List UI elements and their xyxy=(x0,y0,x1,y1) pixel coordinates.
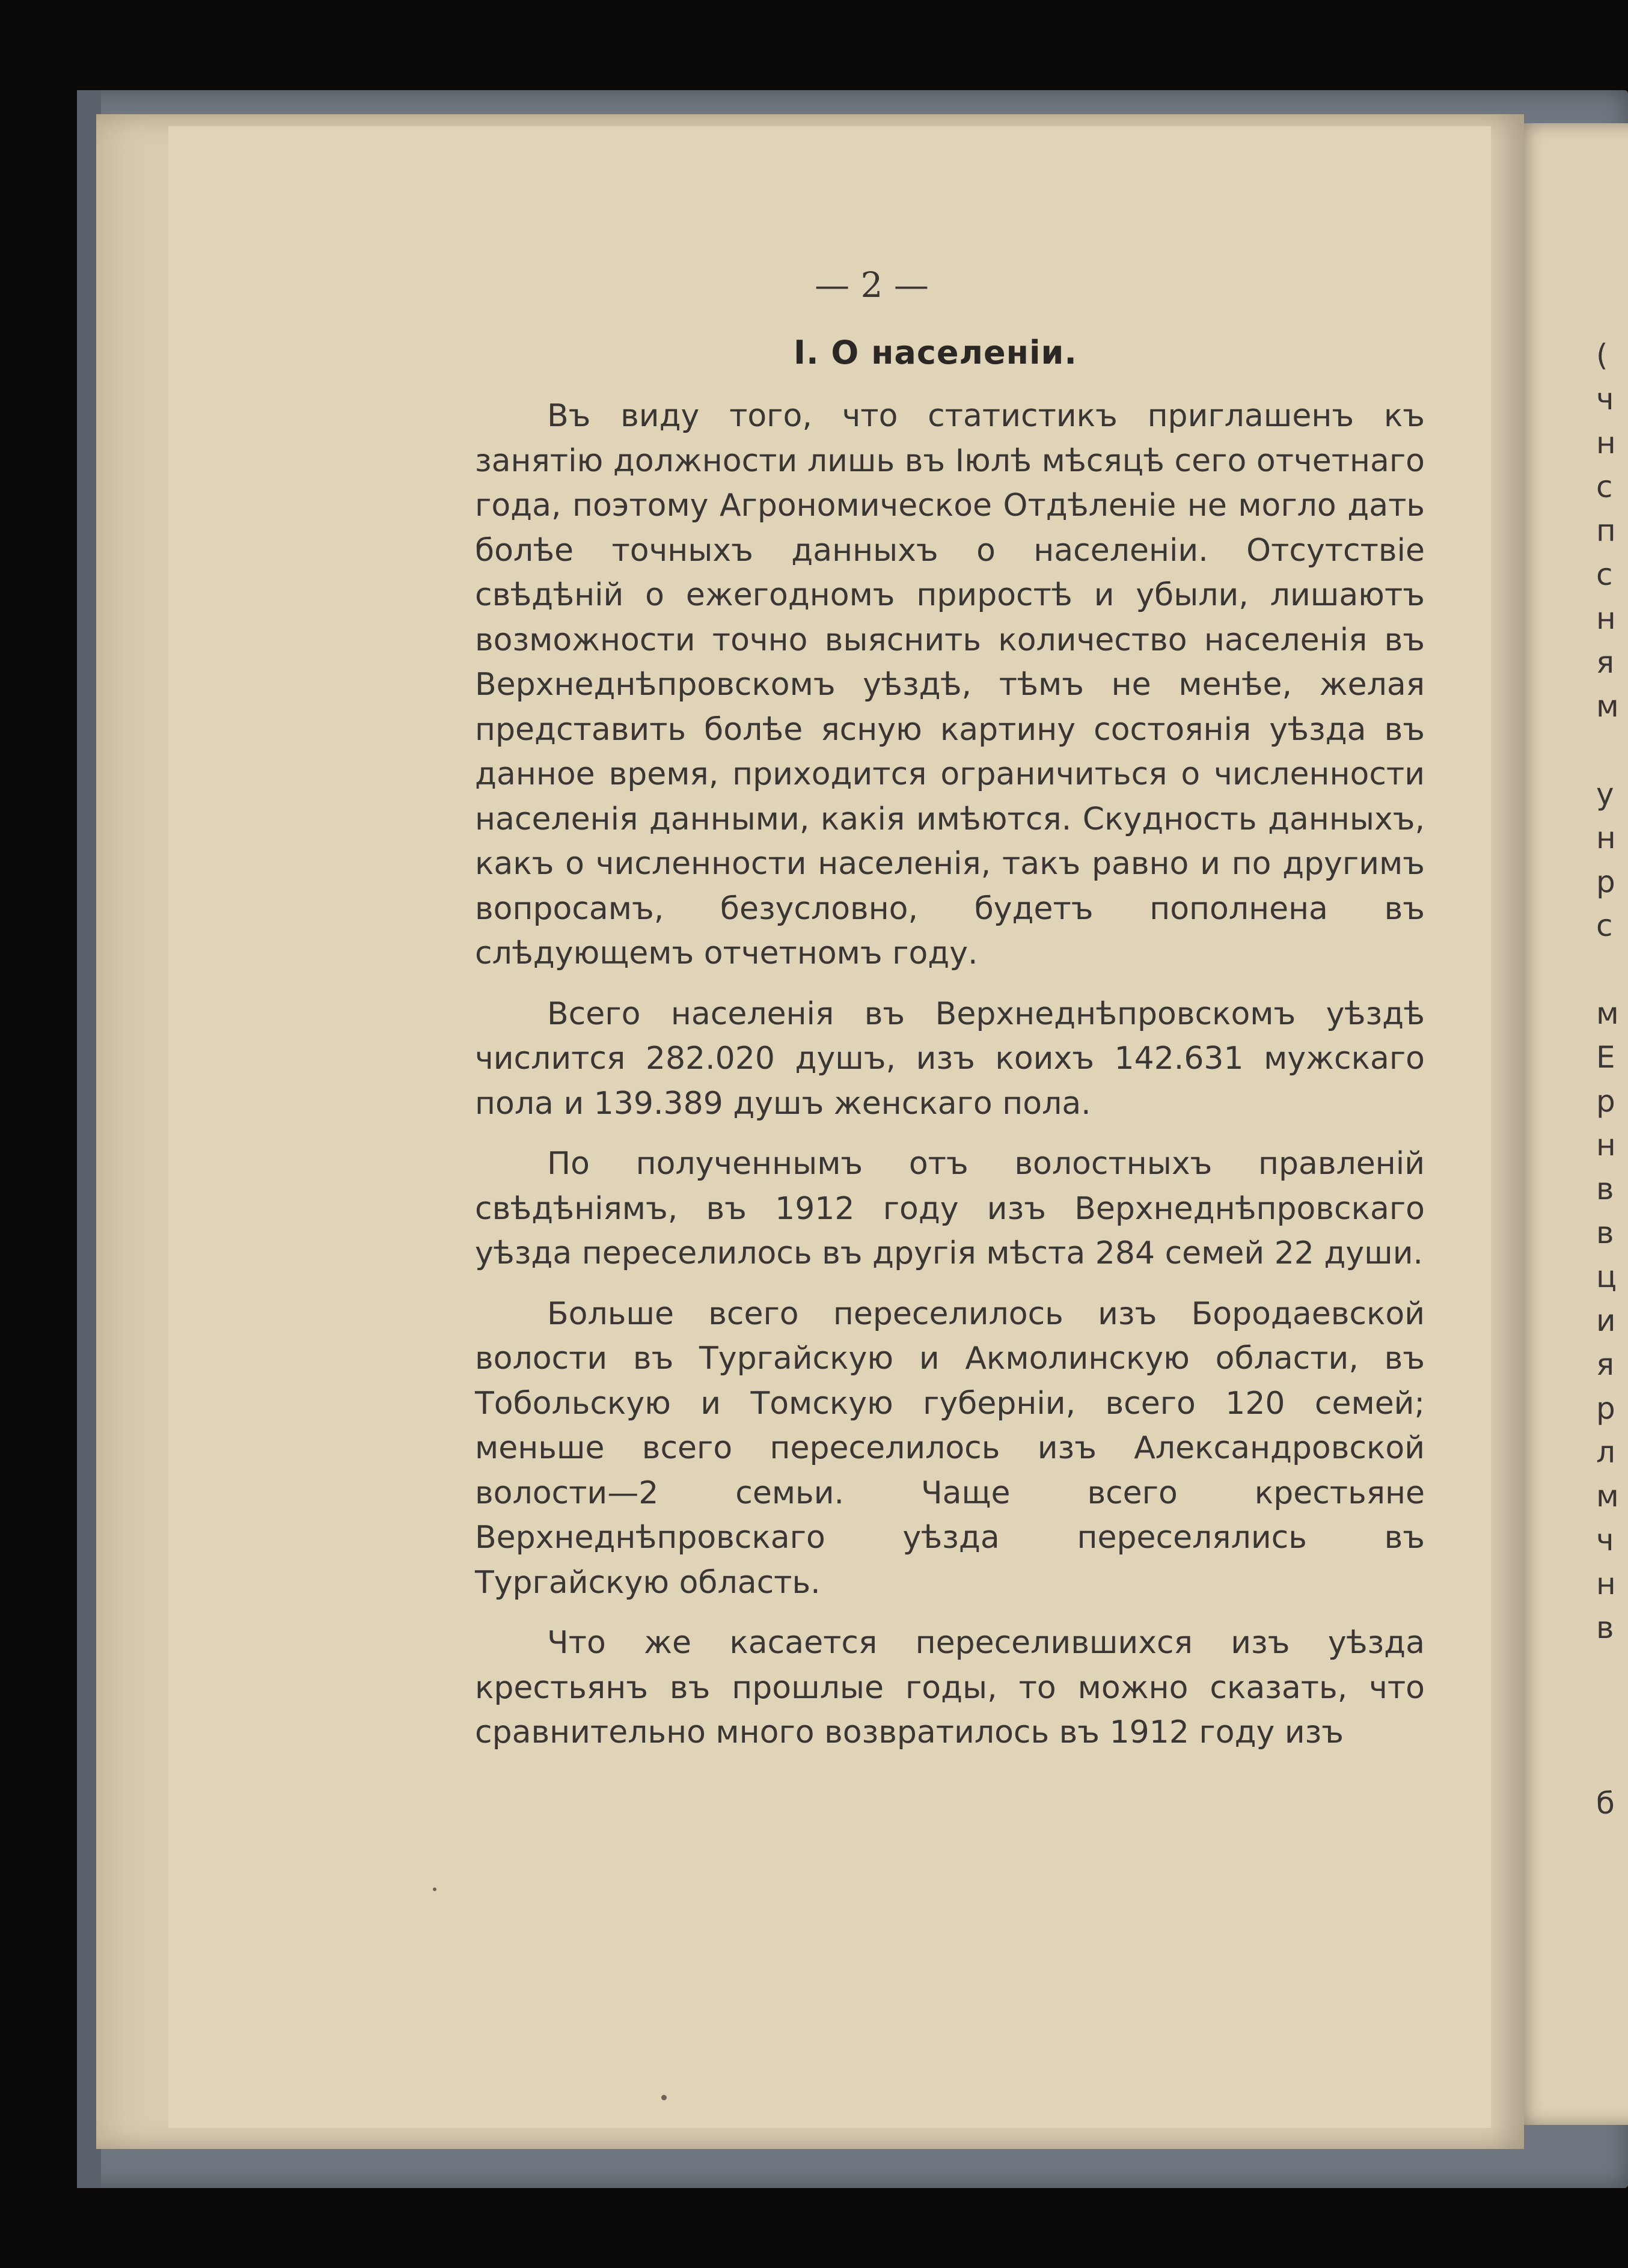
facing-letter: в xyxy=(1596,1172,1614,1206)
paragraph-3: По полученнымъ отъ волостныхъ правленій свѣдѣніямъ, въ 1912 году изъ Верхнеднѣпровскаго уѣзда переселилось въ другія мѣста 284 семей 22 души. xyxy=(475,1146,1425,1271)
facing-letter: м xyxy=(1596,1479,1619,1514)
facing-letter: с xyxy=(1596,469,1613,504)
section-title: I. О населеніи. xyxy=(794,334,1077,371)
paragraph-2: Всего населенія въ Верхнеднѣпровскомъ уѣздѣ числится 282.020 душъ, изъ коихъ 142.631 мужскаго пола и 139.389 душъ женскаго пола. xyxy=(475,995,1425,1122)
facing-letter: н xyxy=(1596,821,1616,855)
facing-letter: л xyxy=(1596,1435,1615,1470)
page-number: — 2 — xyxy=(815,264,929,305)
facing-letter: ч xyxy=(1596,1523,1614,1557)
facing-letter: р xyxy=(1596,864,1615,899)
paper-speck xyxy=(433,1887,436,1891)
facing-letter xyxy=(1596,948,1619,992)
facing-letter: ( xyxy=(1596,338,1608,373)
facing-letter: Е xyxy=(1596,1040,1615,1075)
facing-letter: ц xyxy=(1596,1259,1617,1294)
facing-letter xyxy=(1596,729,1619,772)
facing-letter: м xyxy=(1596,689,1619,724)
facing-letter: р xyxy=(1596,1084,1615,1119)
facing-page-text-fragments xyxy=(1596,334,1619,1826)
facing-letter: и xyxy=(1596,1303,1616,1338)
facing-letter: ч xyxy=(1596,382,1614,417)
facing-letter: в xyxy=(1596,1610,1614,1645)
facing-letter: у xyxy=(1596,777,1614,812)
facing-letter: м xyxy=(1596,996,1619,1031)
facing-letter: я xyxy=(1596,1347,1615,1382)
facing-letter: н xyxy=(1596,1567,1616,1601)
facing-letter: н xyxy=(1596,601,1616,636)
facing-letter xyxy=(1596,1694,1619,1738)
facing-letter xyxy=(1596,1738,1619,1782)
facing-letter: б xyxy=(1596,1786,1615,1821)
facing-letter: с xyxy=(1596,557,1613,592)
body-text xyxy=(475,394,1425,1771)
facing-letter xyxy=(1596,1650,1619,1694)
paragraph-4: Больше всего переселилось изъ Бородаевской волости въ Тургайскую и Акмолинскую области, въ Тобольскую и Томскую губерніи, всего 120 семей; меньше всего переселилось изъ Александровской волости—2 семьи. Чаще всего крестьяне Верхнеднѣпровскаго уѣзда переселялись въ Тургайскую область. xyxy=(475,1295,1425,1601)
facing-letter: н xyxy=(1596,426,1616,460)
paragraph-1: Въ виду того, что статистикъ приглашенъ къ занятію должности лишь въ Іюлѣ мѣсяцѣ сего отчетнаго года, поэтому Агрономическое Отдѣленіе не могло дать болѣе точныхъ данныхъ о населеніи. Отсутствіе свѣдѣній о ежегодномъ приростѣ и убыли, лишаютъ возможности точно выяснить количество населенія въ Верхнеднѣпровскомъ уѣздѣ, тѣмъ не менѣе, желая представить болѣе ясную картину состоянія уѣзда въ данное время, приходится ограничиться о численности населенія данными, какія имѣются. Скудность данныхъ, какъ о численности населенія, такъ равно и по другимъ вопросамъ, безусловно, будетъ пополнена въ слѣдующемъ отчетномъ году. xyxy=(475,398,1425,971)
facing-letter: с xyxy=(1596,908,1613,943)
facing-letter: я xyxy=(1596,645,1615,680)
facing-letter: р xyxy=(1596,1391,1615,1426)
facing-letter: п xyxy=(1596,513,1616,548)
paragraph-5: Что же касается переселившихся изъ уѣзда крестьянъ въ прошлые годы, то можно сказать, что сравнительно много возвратилось въ 1912 году изъ xyxy=(475,1625,1425,1750)
facing-letter: в xyxy=(1596,1215,1614,1250)
paper-speck xyxy=(661,2095,667,2100)
facing-letter: н xyxy=(1596,1128,1616,1163)
